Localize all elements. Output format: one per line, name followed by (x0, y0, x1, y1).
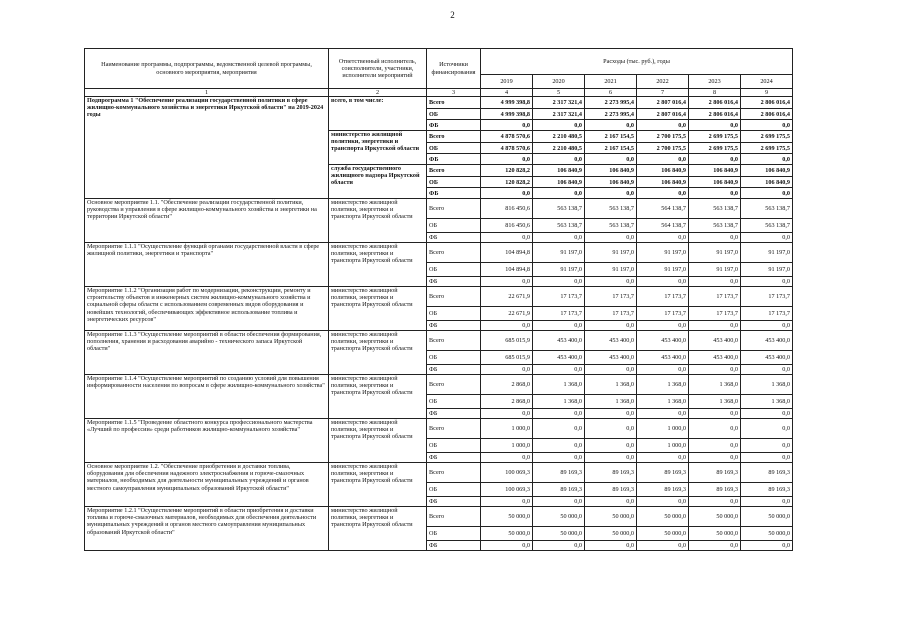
row-source: ФБ (427, 277, 481, 287)
year-header: 2020 (533, 75, 585, 89)
row-responsible: министерство жилищной политики, энергетики и транспорта Иркутской области (329, 463, 427, 507)
row-value: 50 000,0 (533, 527, 585, 541)
row-value: 89 169,3 (533, 483, 585, 497)
row-value: 0,0 (585, 154, 637, 165)
row-value: 1 368,0 (585, 395, 637, 409)
row-value: 91 197,0 (533, 243, 585, 263)
row-source: ОБ (427, 527, 481, 541)
row-value: 0,0 (741, 453, 793, 463)
row-value: 0,0 (689, 453, 741, 463)
row-source: ФБ (427, 453, 481, 463)
row-source: ОБ (427, 263, 481, 277)
row-name: Мероприятие 1.1.2 "Организация работ по модернизации, реконструкции, ремонту и строительству объектов и инженерных систем жилищно-коммунального хозяйства и социальной сферы области с использованием современных видов оборудования и новейших технологий, обеспечивающих эффективное использование топлива и энергетических ресурсов" (85, 287, 329, 331)
row-value: 91 197,0 (585, 243, 637, 263)
row-value: 91 197,0 (689, 263, 741, 277)
row-value: 0,0 (533, 188, 585, 199)
row-value: 89 169,3 (637, 483, 689, 497)
row-responsible: министерство жилищной политики, энергетики и транспорта Иркутской области (329, 331, 427, 375)
row-value: 50 000,0 (533, 507, 585, 527)
table-row (85, 375, 793, 395)
row-value: 564 138,7 (637, 219, 689, 233)
column-numbers-row (85, 89, 793, 97)
row-value: 2 317 321,4 (533, 109, 585, 120)
column-number: 5 (533, 89, 585, 97)
row-value: 0,0 (741, 497, 793, 507)
row-source: ФБ (427, 497, 481, 507)
row-value: 2 807 016,4 (637, 109, 689, 120)
year-header: 2019 (481, 75, 533, 89)
row-value: 2 868,0 (481, 375, 533, 395)
row-value: 2 167 154,5 (585, 143, 637, 154)
row-value: 0,0 (637, 233, 689, 243)
row-value: 0,0 (585, 365, 637, 375)
row-responsible: министерство жилищной политики, энергетики и транспорта Иркутской области (329, 375, 427, 419)
row-value: 2 700 175,5 (637, 143, 689, 154)
row-value: 685 015,9 (481, 351, 533, 365)
row-value: 2 273 995,4 (585, 109, 637, 120)
row-source: Всего (427, 331, 481, 351)
year-header: 2023 (689, 75, 741, 89)
row-value: 563 138,7 (533, 219, 585, 233)
row-value: 0,0 (585, 541, 637, 551)
row-value: 0,0 (481, 154, 533, 165)
row-value: 17 173,7 (689, 307, 741, 321)
row-source: ОБ (427, 483, 481, 497)
row-value: 0,0 (637, 188, 689, 199)
row-value: 50 000,0 (637, 507, 689, 527)
row-value: 1 000,0 (637, 419, 689, 439)
row-value: 0,0 (741, 365, 793, 375)
row-value: 89 169,3 (637, 463, 689, 483)
row-value: 50 000,0 (741, 527, 793, 541)
row-value: 50 000,0 (689, 527, 741, 541)
row-source: Всего (427, 97, 481, 109)
row-source: ОБ (427, 219, 481, 233)
row-value: 0,0 (481, 233, 533, 243)
row-value: 563 138,7 (741, 199, 793, 219)
row-responsible: министерство жилищной политики, энергетики и транспорта Иркутской области (329, 287, 427, 331)
row-value: 50 000,0 (585, 507, 637, 527)
row-value: 106 840,9 (689, 165, 741, 177)
row-value: 91 197,0 (741, 263, 793, 277)
row-value: 1 368,0 (533, 375, 585, 395)
row-source: ОБ (427, 439, 481, 453)
row-value: 0,0 (637, 497, 689, 507)
row-value: 0,0 (481, 541, 533, 551)
row-source: ОБ (427, 395, 481, 409)
row-value: 1 368,0 (741, 375, 793, 395)
row-value: 106 840,9 (585, 165, 637, 177)
row-name: Подпрограмма 1 "Обеспечение реализации государственной политики в сфере жилищно-коммунального хозяйства и энергетики Иркутской области" на 2019-2024 годы (85, 97, 329, 199)
row-value: 0,0 (533, 365, 585, 375)
row-source: Всего (427, 419, 481, 439)
row-value: 17 173,7 (533, 307, 585, 321)
table-row (85, 243, 793, 263)
row-value: 0,0 (637, 321, 689, 331)
table-row (85, 199, 793, 219)
row-source: ФБ (427, 409, 481, 419)
row-value: 0,0 (585, 120, 637, 131)
row-value: 0,0 (481, 365, 533, 375)
row-value: 685 015,9 (481, 331, 533, 351)
row-value: 2 167 154,5 (585, 131, 637, 143)
row-value: 0,0 (689, 321, 741, 331)
row-value: 1 000,0 (481, 419, 533, 439)
row-value: 0,0 (741, 154, 793, 165)
row-source: ФБ (427, 321, 481, 331)
row-value: 0,0 (481, 453, 533, 463)
row-value: 0,0 (533, 419, 585, 439)
row-value: 2 806 016,4 (689, 109, 741, 120)
row-value: 2 699 175,5 (689, 143, 741, 154)
row-name: Мероприятие 1.2.1 "Осуществление мероприятий в области приобретения и доставки топлива и горюче-смазочных материалов, необходимых для обеспечения деятельности муниципальных учреждений и органов местного самоуправления муниципальных образований Иркутской области" (85, 507, 329, 551)
row-value: 0,0 (533, 277, 585, 287)
row-responsible: всего, в том числе: (329, 97, 427, 131)
row-value: 0,0 (689, 365, 741, 375)
row-value: 0,0 (741, 409, 793, 419)
row-value: 2 868,0 (481, 395, 533, 409)
row-responsible: министерство жилищной политики, энергетики и транспорта Иркутской области (329, 131, 427, 165)
column-number: 2 (329, 89, 427, 97)
row-name: Мероприятие 1.1.3 "Осуществление мероприятий в области обеспечения формирования, пополнения, хранения и расходования аварийно - технического запаса Иркутской области" (85, 331, 329, 375)
row-value: 0,0 (689, 419, 741, 439)
row-value: 50 000,0 (637, 527, 689, 541)
row-value: 564 138,7 (637, 199, 689, 219)
row-value: 0,0 (741, 277, 793, 287)
row-source: Всего (427, 463, 481, 483)
row-value: 0,0 (741, 541, 793, 551)
row-responsible: министерство жилищной политики, энергетики и транспорта Иркутской области (329, 199, 427, 243)
row-source: ОБ (427, 109, 481, 120)
row-value: 91 197,0 (585, 263, 637, 277)
row-value: 4 999 398,8 (481, 109, 533, 120)
row-value: 453 400,0 (689, 351, 741, 365)
row-value: 2 700 175,5 (637, 131, 689, 143)
row-value: 0,0 (481, 120, 533, 131)
row-value: 17 173,7 (637, 307, 689, 321)
row-value: 104 894,8 (481, 263, 533, 277)
year-header: 2022 (637, 75, 689, 89)
year-header: 2024 (741, 75, 793, 89)
page-number: 2 (450, 10, 455, 20)
row-value: 453 400,0 (585, 351, 637, 365)
row-value: 453 400,0 (533, 331, 585, 351)
row-value: 1 368,0 (533, 395, 585, 409)
column-number: 7 (637, 89, 689, 97)
row-value: 0,0 (481, 188, 533, 199)
row-value: 50 000,0 (689, 507, 741, 527)
row-value: 120 828,2 (481, 177, 533, 188)
row-value: 0,0 (637, 409, 689, 419)
row-value: 0,0 (689, 233, 741, 243)
row-value: 22 671,9 (481, 307, 533, 321)
row-value: 0,0 (741, 188, 793, 199)
row-value: 563 138,7 (585, 219, 637, 233)
row-value: 1 000,0 (481, 439, 533, 453)
row-value: 0,0 (533, 497, 585, 507)
row-value: 453 400,0 (689, 331, 741, 351)
row-value: 0,0 (533, 439, 585, 453)
row-value: 0,0 (689, 154, 741, 165)
row-source: ФБ (427, 233, 481, 243)
row-source: Всего (427, 131, 481, 143)
row-value: 17 173,7 (741, 307, 793, 321)
row-value: 1 000,0 (637, 439, 689, 453)
row-value: 106 840,9 (741, 165, 793, 177)
row-value: 0,0 (481, 409, 533, 419)
row-source: Всего (427, 199, 481, 219)
row-value: 17 173,7 (533, 287, 585, 307)
row-source: Всего (427, 287, 481, 307)
row-value: 89 169,3 (533, 463, 585, 483)
row-value: 816 450,6 (481, 199, 533, 219)
row-value: 2 273 995,4 (585, 97, 637, 109)
row-value: 1 368,0 (689, 395, 741, 409)
row-value: 0,0 (689, 188, 741, 199)
row-value: 816 450,6 (481, 219, 533, 233)
row-value: 2 699 175,5 (741, 143, 793, 154)
row-value: 106 840,9 (637, 165, 689, 177)
row-value: 0,0 (637, 541, 689, 551)
row-value: 2 699 175,5 (689, 131, 741, 143)
row-value: 2 699 175,5 (741, 131, 793, 143)
row-name: Основное мероприятие 1.2. "Обеспечение приобретения и доставки топлива, оборудования для обеспечения надежного электроснабжения и горюче-смазочных материалов, необходимых для деятельности муниципальных учреждений и органов местного самоуправления муниципальных образований Иркутской области" (85, 463, 329, 507)
row-value: 0,0 (585, 497, 637, 507)
row-value: 0,0 (533, 154, 585, 165)
row-value: 104 894,8 (481, 243, 533, 263)
row-responsible: министерство жилищной политики, энергетики и транспорта Иркутской области (329, 419, 427, 463)
row-value: 106 840,9 (637, 177, 689, 188)
row-value: 0,0 (689, 409, 741, 419)
table-row (85, 287, 793, 307)
row-value: 106 840,9 (585, 177, 637, 188)
row-value: 22 671,9 (481, 287, 533, 307)
table-row (85, 331, 793, 351)
row-value: 17 173,7 (637, 287, 689, 307)
budget-table (84, 48, 793, 551)
header-expenses: Расходы (тыс. руб.), годы (481, 49, 793, 75)
row-value: 0,0 (481, 497, 533, 507)
row-value: 453 400,0 (637, 351, 689, 365)
table-row (85, 419, 793, 439)
row-value: 0,0 (481, 321, 533, 331)
column-number: 9 (741, 89, 793, 97)
row-value: 89 169,3 (585, 463, 637, 483)
row-value: 0,0 (533, 453, 585, 463)
row-value: 89 169,3 (585, 483, 637, 497)
row-source: ОБ (427, 351, 481, 365)
header-name: Наименование программы, подпрограммы, ведомственной целевой программы, основного мероприятия, мероприятия (85, 49, 329, 89)
row-value: 563 138,7 (689, 199, 741, 219)
row-value: 17 173,7 (689, 287, 741, 307)
row-value: 0,0 (689, 277, 741, 287)
row-value: 4 999 398,8 (481, 97, 533, 109)
row-value: 17 173,7 (585, 287, 637, 307)
column-number: 3 (427, 89, 481, 97)
row-source: ФБ (427, 120, 481, 131)
row-value: 453 400,0 (533, 351, 585, 365)
row-value: 1 368,0 (689, 375, 741, 395)
row-value: 106 840,9 (741, 177, 793, 188)
row-value: 4 878 570,6 (481, 131, 533, 143)
row-value: 120 828,2 (481, 165, 533, 177)
row-value: 2 807 016,4 (637, 97, 689, 109)
row-value: 0,0 (741, 120, 793, 131)
row-name: Мероприятие 1.1.5 "Проведение областного конкурса профессионального мастерства «Лучший по профессии» среди работников жилищно-коммунального хозяйства" (85, 419, 329, 463)
row-source: Всего (427, 165, 481, 177)
row-value: 2 210 480,5 (533, 131, 585, 143)
row-source: ФБ (427, 188, 481, 199)
table-row (85, 463, 793, 483)
column-number: 6 (585, 89, 637, 97)
row-value: 2 806 016,4 (741, 109, 793, 120)
row-value: 50 000,0 (481, 527, 533, 541)
row-responsible: служба государственного жилищного надзора Иркутской области (329, 165, 427, 199)
row-value: 0,0 (585, 277, 637, 287)
row-value: 453 400,0 (585, 331, 637, 351)
row-value: 91 197,0 (637, 243, 689, 263)
row-value: 2 806 016,4 (689, 97, 741, 109)
row-value: 0,0 (741, 321, 793, 331)
row-value: 0,0 (741, 419, 793, 439)
row-value: 453 400,0 (637, 331, 689, 351)
row-source: ФБ (427, 365, 481, 375)
row-name: Мероприятие 1.1.4 "Осуществление мероприятий по созданию условий для повышения информированности населения по вопросам в сфере жилищно-коммунального хозяйства" (85, 375, 329, 419)
row-value: 0,0 (533, 409, 585, 419)
row-value: 1 368,0 (637, 375, 689, 395)
header-source: Источники финансирования (427, 49, 481, 89)
row-source: ОБ (427, 143, 481, 154)
row-source: ФБ (427, 541, 481, 551)
row-value: 0,0 (741, 233, 793, 243)
row-name: Мероприятие 1.1.1 "Осуществление функций органами государственной власти в сфере жилищной политики, энергетики и транспорта" (85, 243, 329, 287)
row-value: 89 169,3 (741, 483, 793, 497)
year-header: 2021 (585, 75, 637, 89)
row-value: 563 138,7 (533, 199, 585, 219)
row-value: 0,0 (637, 277, 689, 287)
row-responsible: министерство жилищной политики, энергетики и транспорта Иркутской области (329, 243, 427, 287)
row-value: 0,0 (689, 439, 741, 453)
row-value: 91 197,0 (741, 243, 793, 263)
row-value: 89 169,3 (689, 463, 741, 483)
header-responsible: Ответственный исполнитель, соисполнители, участники, исполнители мероприятий (329, 49, 427, 89)
column-number: 4 (481, 89, 533, 97)
row-value: 2 317 321,4 (533, 97, 585, 109)
row-value: 1 368,0 (637, 395, 689, 409)
row-value: 17 173,7 (585, 307, 637, 321)
row-source: ОБ (427, 307, 481, 321)
row-source: ФБ (427, 154, 481, 165)
row-value: 563 138,7 (585, 199, 637, 219)
row-value: 0,0 (689, 497, 741, 507)
row-value: 0,0 (533, 120, 585, 131)
column-number: 1 (85, 89, 329, 97)
row-value: 0,0 (585, 188, 637, 199)
row-value: 100 069,3 (481, 463, 533, 483)
row-value: 106 840,9 (533, 165, 585, 177)
row-value: 0,0 (585, 419, 637, 439)
row-value: 0,0 (741, 439, 793, 453)
row-value: 0,0 (533, 541, 585, 551)
row-source: Всего (427, 507, 481, 527)
row-value: 0,0 (585, 233, 637, 243)
row-source: Всего (427, 243, 481, 263)
row-value: 89 169,3 (689, 483, 741, 497)
row-value: 89 169,3 (741, 463, 793, 483)
row-value: 0,0 (585, 439, 637, 453)
row-value: 50 000,0 (585, 527, 637, 541)
row-value: 0,0 (585, 321, 637, 331)
row-value: 17 173,7 (741, 287, 793, 307)
row-value: 50 000,0 (481, 507, 533, 527)
row-value: 1 368,0 (741, 395, 793, 409)
row-value: 91 197,0 (533, 263, 585, 277)
row-source: Всего (427, 375, 481, 395)
row-value: 91 197,0 (637, 263, 689, 277)
row-value: 0,0 (637, 365, 689, 375)
row-value: 0,0 (637, 453, 689, 463)
row-value: 453 400,0 (741, 331, 793, 351)
row-responsible: министерство жилищной политики, энергетики и транспорта Иркутской области (329, 507, 427, 551)
row-value: 0,0 (637, 154, 689, 165)
row-value: 0,0 (689, 541, 741, 551)
row-value: 2 806 016,4 (741, 97, 793, 109)
row-value: 0,0 (585, 453, 637, 463)
table-row (85, 97, 793, 109)
row-value: 50 000,0 (741, 507, 793, 527)
column-number: 8 (689, 89, 741, 97)
row-name: Основное мероприятие 1.1. "Обеспечение реализации государственной политики, руководства и управления в сфере жилищно-коммунального хозяйства и энергетики на территории Иркутской области" (85, 199, 329, 243)
row-value: 1 368,0 (585, 375, 637, 395)
table-row (85, 507, 793, 527)
row-value: 0,0 (533, 233, 585, 243)
row-source: ОБ (427, 177, 481, 188)
row-value: 563 138,7 (741, 219, 793, 233)
row-value: 0,0 (689, 120, 741, 131)
row-value: 563 138,7 (689, 219, 741, 233)
row-value: 4 878 570,6 (481, 143, 533, 154)
row-value: 453 400,0 (741, 351, 793, 365)
row-value: 91 197,0 (689, 243, 741, 263)
row-value: 0,0 (585, 409, 637, 419)
row-value: 0,0 (533, 321, 585, 331)
row-value: 0,0 (637, 120, 689, 131)
row-value: 106 840,9 (533, 177, 585, 188)
row-value: 2 210 480,5 (533, 143, 585, 154)
row-value: 106 840,9 (689, 177, 741, 188)
row-value: 100 069,3 (481, 483, 533, 497)
row-value: 0,0 (481, 277, 533, 287)
